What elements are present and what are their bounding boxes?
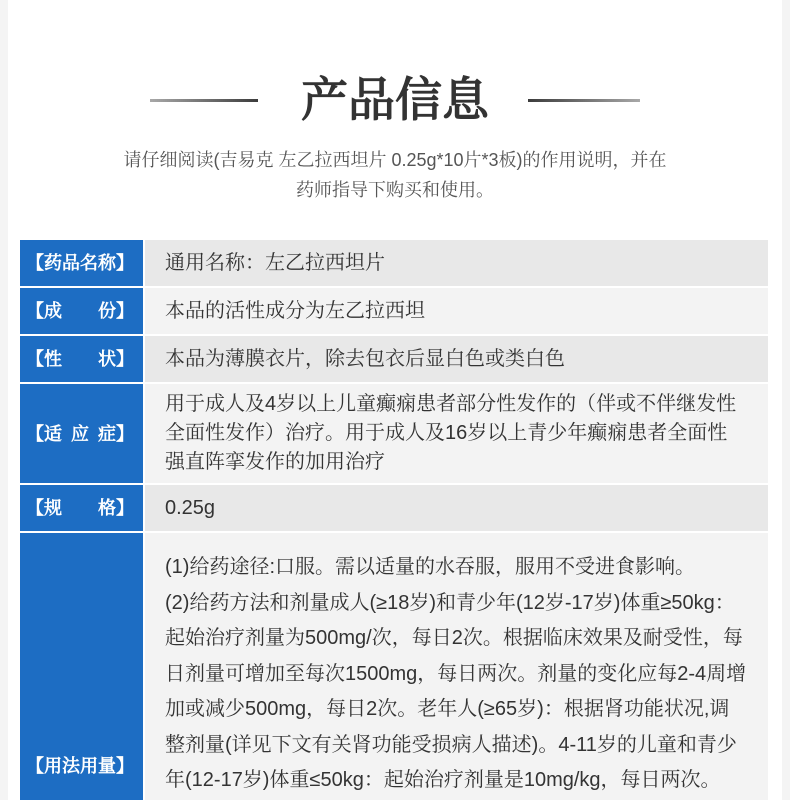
row-label-cell <box>20 485 143 531</box>
row-value-cell <box>145 288 768 334</box>
row-label-cell <box>20 288 143 334</box>
product-info-table <box>20 240 768 800</box>
value-line: 本品为薄膜衣片，除去包衣后显白色或类白色 <box>165 348 565 370</box>
info-row-specification <box>20 485 768 531</box>
row-label-part: 【规 <box>26 498 62 518</box>
row-label-part: 份】 <box>98 301 134 321</box>
value-line: 强直阵挛发作的加用治疗 <box>165 451 385 473</box>
subtitle-line: 请仔细阅读(吉易克 左乙拉西坦片 0.25g*10片*3板)的作用说明，并在 <box>123 150 667 170</box>
value-line: 用于成人及4岁以上儿童癫痫患者部分性发作的（伴或不伴继发性 <box>165 393 737 415</box>
row-label-part: 【用法用量】 <box>26 756 134 776</box>
row-value-cell <box>145 240 768 286</box>
value-line: 加或减少500mg，每日2次。老年人(≥65岁)：根据肾功能状况,调 <box>165 698 730 720</box>
value-line: 日剂量可增加至每次1500mg，每日两次。剂量的变化应每2-4周增 <box>165 662 747 685</box>
row-label <box>26 422 134 446</box>
row-label <box>26 299 134 323</box>
row-label-part: 【成 <box>26 301 62 321</box>
row-label-part: 【性 <box>26 349 62 369</box>
info-row-appearance <box>20 336 768 382</box>
row-label <box>26 251 134 275</box>
subtitle-line: 药师指导下购买和使用。 <box>296 180 494 200</box>
row-label-part: 应 <box>71 423 89 444</box>
value-line: (2)给药方法和剂量成人(≥18岁)和青少年(12岁-17岁)体重≥50kg： <box>165 591 735 614</box>
section-subtitle <box>0 145 790 205</box>
value-line: (1)给药途径:口服。需以适量的水吞服，服用不受进食影响。 <box>165 556 695 578</box>
value-line: 通用名称：左乙拉西坦片 <box>165 252 385 274</box>
row-label-cell <box>20 384 143 483</box>
info-row-drug-name <box>20 240 768 286</box>
info-row-dosage <box>20 533 768 800</box>
row-label-cell <box>20 240 143 286</box>
value-line: 起始治疗剂量为500mg/次，每日2次。根据临床效果及耐受性，每 <box>165 627 743 649</box>
row-label-part: 症】 <box>98 423 134 444</box>
row-label-cell <box>20 336 143 382</box>
row-value-cell <box>145 485 768 531</box>
row-label-cell <box>20 533 143 800</box>
row-label-part: 状】 <box>98 349 134 369</box>
value-line: 本品的活性成分为左乙拉西坦 <box>165 300 425 322</box>
section-title: 产品信息 <box>301 73 489 126</box>
row-label-part: 【药品名称】 <box>26 253 134 273</box>
row-label-part: 【适 <box>26 423 62 444</box>
row-value-cell <box>145 336 768 382</box>
value-line: 年(12-17岁)体重≤50kg：起始治疗剂量是10mg/kg，每日两次。 <box>165 769 721 791</box>
row-label-part: 格】 <box>98 498 134 518</box>
value-line: 全面性发作）治疗。用于成人及16岁以上青少年癫痫患者全面性 <box>165 422 728 444</box>
row-value-cell <box>145 533 768 800</box>
value-line: 0.25g <box>165 497 216 519</box>
info-row-indications <box>20 384 768 483</box>
info-row-ingredients <box>20 288 768 334</box>
row-label <box>26 754 134 778</box>
row-label <box>26 347 134 371</box>
value-line: 整剂量(详见下文有关肾功能受损病人描述)。4-11岁的儿童和青少 <box>165 733 737 756</box>
title-divider-right <box>528 99 640 102</box>
row-value-cell <box>145 384 768 483</box>
row-label <box>26 496 134 520</box>
